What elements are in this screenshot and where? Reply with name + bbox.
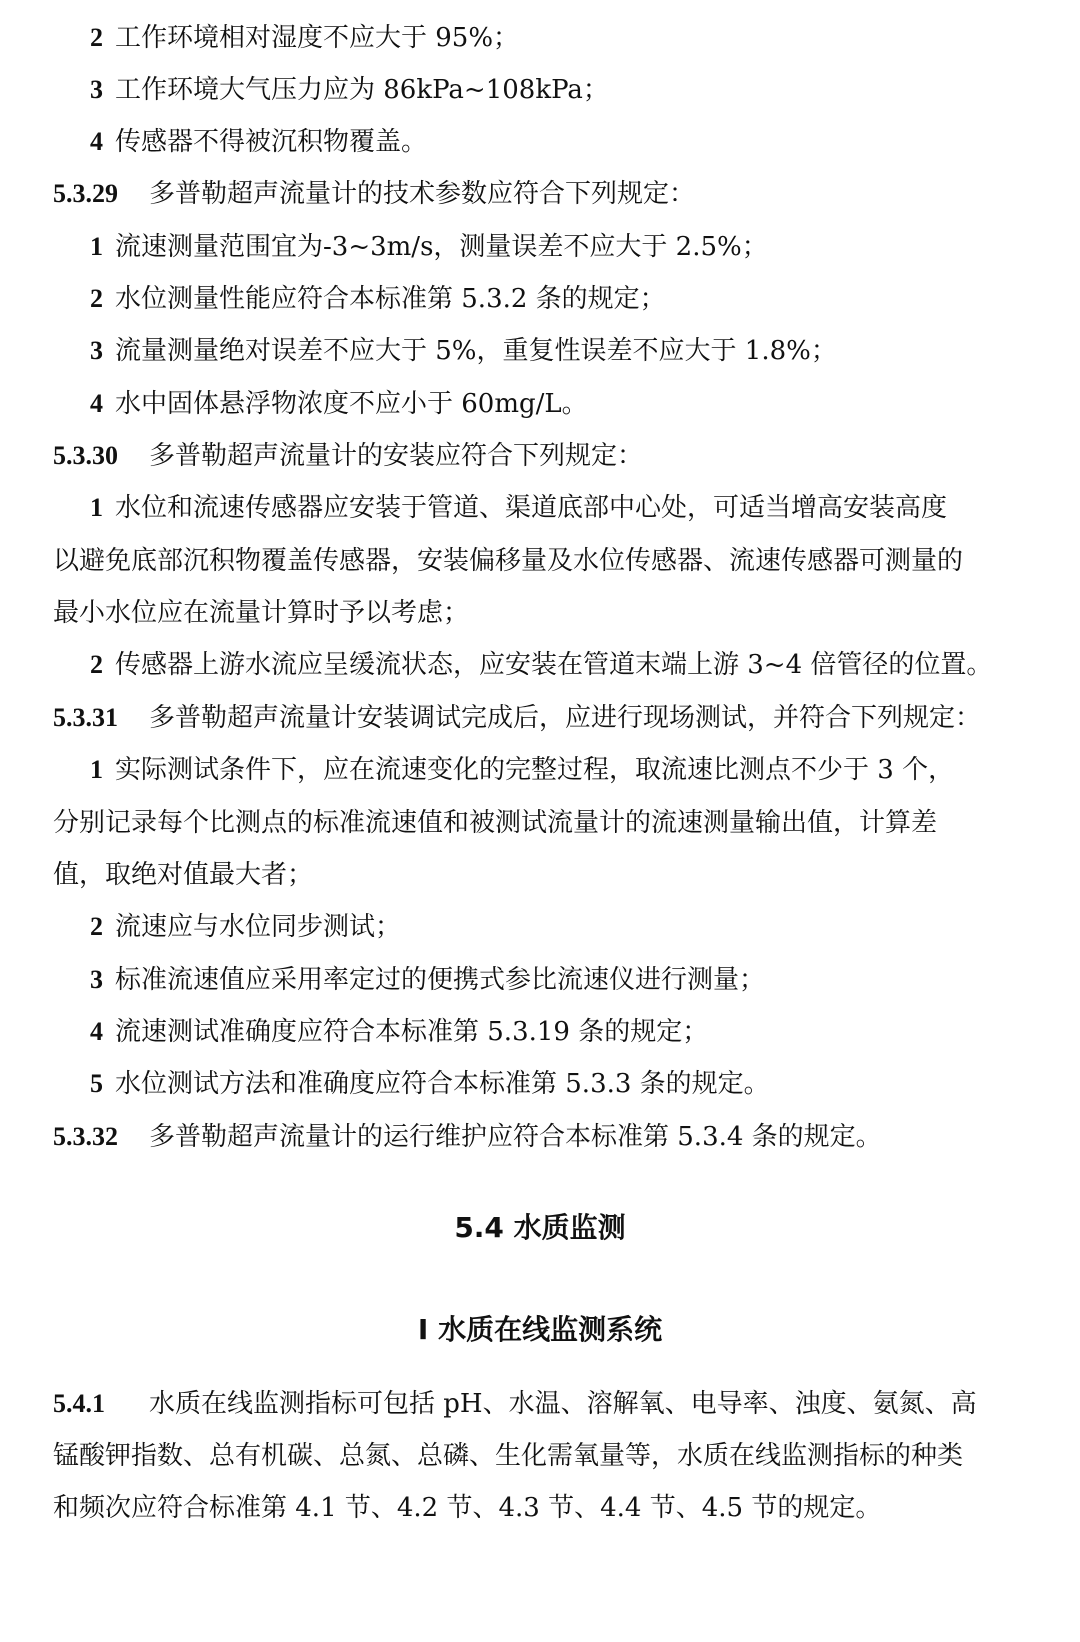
item-text-line: 分别记录每个比测点的标准流速值和被测试流量计的流速测量输出值，计算差 [53,808,938,838]
item-number: 1 [90,232,103,261]
list-item [90,70,1043,110]
item-number: 5 [90,1069,103,1098]
list-item [90,279,1043,319]
item-number: 1 [90,493,103,522]
item-number: 4 [90,389,103,418]
clause-text: 多普勒超声流量计的安装应符合下列规定： [149,441,644,471]
clause-number: 5.3.31 [53,703,118,732]
item-number: 2 [90,23,103,52]
list-item [90,750,1043,790]
item-number: 1 [90,755,103,784]
clause-number: 5.4.1 [53,1389,105,1418]
clause-number: 5.3.29 [53,179,118,208]
list-item [90,1012,1043,1052]
item-text: 水位测试方法和准确度应符合本标准第 5.3.3 条的规定。 [115,1069,770,1099]
item-text-line: 实际测试条件下，应在流速变化的完整过程，取流速比测点不少于 3 个， [115,755,955,785]
clause-text: 多普勒超声流量计的技术参数应符合下列规定： [149,179,696,209]
clause-5-3-32 [53,1117,1043,1157]
item-number: 3 [90,965,103,994]
list-item [90,645,1043,685]
clause-5-3-31 [53,698,1043,738]
list-item [90,227,1043,267]
item-text: 工作环境大气压力应为 86kPa~108kPa； [115,75,609,105]
item-text-line: 以避免底部沉积物覆盖传感器，安装偏移量及水位传感器、流速传感器可测量的 [53,546,964,576]
item-number: 4 [90,127,103,156]
item-number: 2 [90,284,103,313]
clause-text: 多普勒超声流量计的运行维护应符合本标准第 5.3.4 条的规定。 [149,1122,882,1152]
list-item [90,960,1043,1000]
list-item [90,18,1043,58]
item-text: 水中固体悬浮物浓度不应小于 60mg/L。 [115,389,588,419]
item-text-line: 水位和流速传感器应安装于管道、渠道底部中心处，可适当增高安装高度 [115,493,948,523]
list-item [90,331,1043,371]
list-item [90,122,1043,162]
item-text: 水位测量性能应符合本标准第 5.3.2 条的规定； [115,284,666,314]
item-text: 流速测量范围宜为-3~3m/s，测量误差不应大于 2.5%； [115,232,768,262]
item-number: 2 [90,912,103,941]
list-item [90,1064,1043,1104]
item-text: 标准流速值应采用率定过的便携式参比流速仪进行测量； [115,965,766,995]
item-text-line: 值，取绝对值最大者； [53,860,314,890]
clause-5-4-1 [53,1384,1043,1424]
clause-text: 多普勒超声流量计安装调试完成后，应进行现场测试，并符合下列规定： [149,703,982,733]
list-item [90,384,1043,424]
section-heading: 5.4 水质监测 [454,1211,626,1244]
item-number: 3 [90,336,103,365]
clause-number: 5.3.30 [53,441,118,470]
clause-text-line: 和频次应符合标准第 4.1 节、4.2 节、4.3 节、4.4 节、4.5 节的规定。 [53,1493,882,1523]
item-text: 传感器上游水流应呈缓流状态，应安装在管道末端上游 3~4 倍管径的位置。 [115,650,993,680]
item-text: 流速测试准确度应符合本标准第 5.3.19 条的规定； [115,1017,709,1047]
clause-text-line: 锰酸钾指数、总有机碳、总氮、总磷、生化需氧量等，水质在线监测指标的种类 [53,1441,964,1471]
list-item [90,488,1043,528]
item-text-line: 最小水位应在流量计算时予以考虑； [53,598,470,628]
subsection-heading: I 水质在线监测系统 [417,1313,663,1346]
item-text: 传感器不得被沉积物覆盖。 [115,127,428,157]
list-item [90,907,1043,947]
clause-number: 5.3.32 [53,1122,118,1151]
clause-text-line: 水质在线监测指标可包括 pH、水温、溶解氧、电导率、浊度、氨氮、高 [149,1389,977,1419]
item-text: 工作环境相对湿度不应大于 95%； [115,23,520,53]
clause-5-3-30 [53,436,1043,476]
item-text: 流速应与水位同步测试； [115,912,402,942]
item-text: 流量测量绝对误差不应大于 5%，重复性误差不应大于 1.8%； [115,336,837,366]
clause-5-3-29 [53,174,1043,214]
item-number: 4 [90,1017,103,1046]
item-number: 2 [90,650,103,679]
item-number: 3 [90,75,103,104]
